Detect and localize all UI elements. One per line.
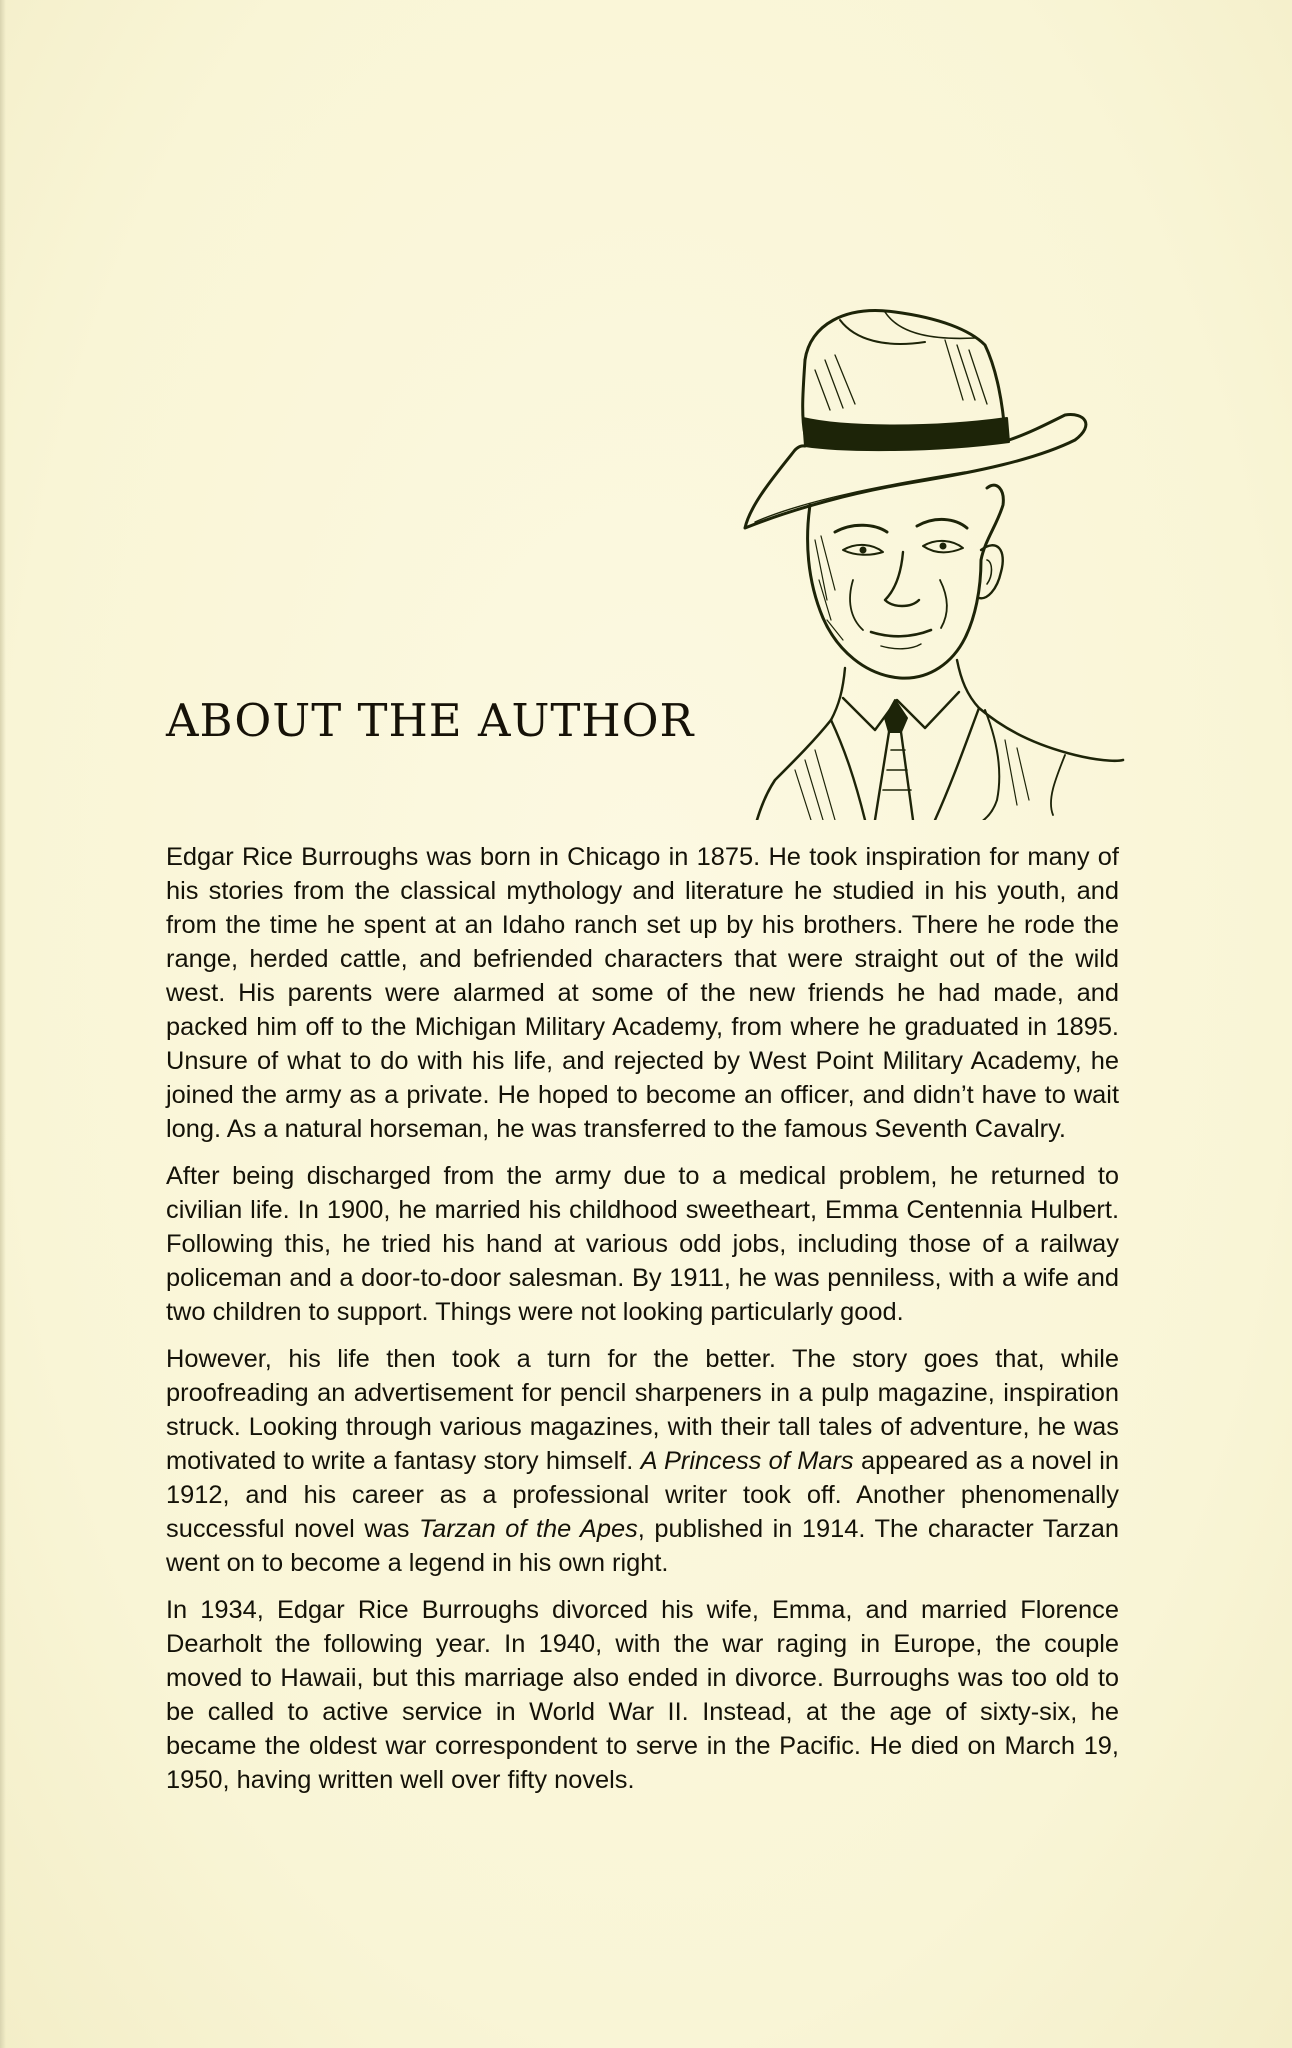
author-portrait-sketch bbox=[735, 300, 1125, 820]
text-span: However, his life then took a turn for the better. The story goes that, while proofreading an advertisement for pencil sharpeners in a pulp magazine, inspiration struck. Looking through various magazines, with their tall tales of adventure, he was motivated to write a fantasy story himself. bbox=[166, 1345, 1119, 1475]
book-title: A Princess of Mars bbox=[640, 1447, 854, 1475]
paragraph-birth: Edgar Rice Burroughs was born in Chicago in 1875. He took inspiration for many of his stories from the classical mythology and literature he studied in his youth, and from the time he spent at an Idaho ranch set up by his brothers. There he rode the range, herded cattle, and befriended characters that were straight out of the wild west. His parents were alarmed at some of the new friends he had made, and packed him off to the Michigan Military Academy, from where he graduated in 1895. Unsure of what to do with his life, and rejected by West Point Military Academy, he joined the army as a private. He hoped to become an officer, and didn’t have to wait long. As a natural horseman, he was transferred to the famous Seventh Cavalry. bbox=[166, 843, 1119, 1143]
text-span: , published in 1914. The character Tarzan went on to become a legend in his own right. bbox=[166, 1515, 1119, 1577]
page-title: ABOUT THE AUTHOR bbox=[166, 694, 695, 747]
paragraph-early-career: After being discharged from the army due to a medical problem, he returned to civilian life. In 1900, he married his childhood sweetheart, Emma Centennia Hulbert. Following this, he tried his hand at various odd jobs, including those of a railway policeman and a door-to-door salesman. By 1911, he was penniless, with a wife and two children to support. Things were not looking particularly good. bbox=[166, 1162, 1119, 1326]
text-span: appeared as a novel in 1912, and his career as a professional writer took off. Another phenomenally successful novel was bbox=[166, 1447, 1119, 1543]
paragraph-later-life: In 1934, Edgar Rice Burroughs divorced his wife, Emma, and married Florence Dearholt the following year. In 1940, with the war raging in Europe, the couple moved to Hawaii, but this marriage also ended in divorce. Burroughs was too old to be called to active service in World War II. Instead, at the age of sixty-six, he became the oldest war correspondent to serve in the Pacific. He died on March 19, 1950, having written well over fifty novels. bbox=[166, 1596, 1119, 1794]
page-edge-shadow bbox=[0, 0, 6, 2048]
paragraph-writing-career bbox=[166, 1342, 1119, 1580]
biography-text bbox=[166, 840, 1119, 1810]
book-title: Tarzan of the Apes bbox=[419, 1515, 638, 1543]
